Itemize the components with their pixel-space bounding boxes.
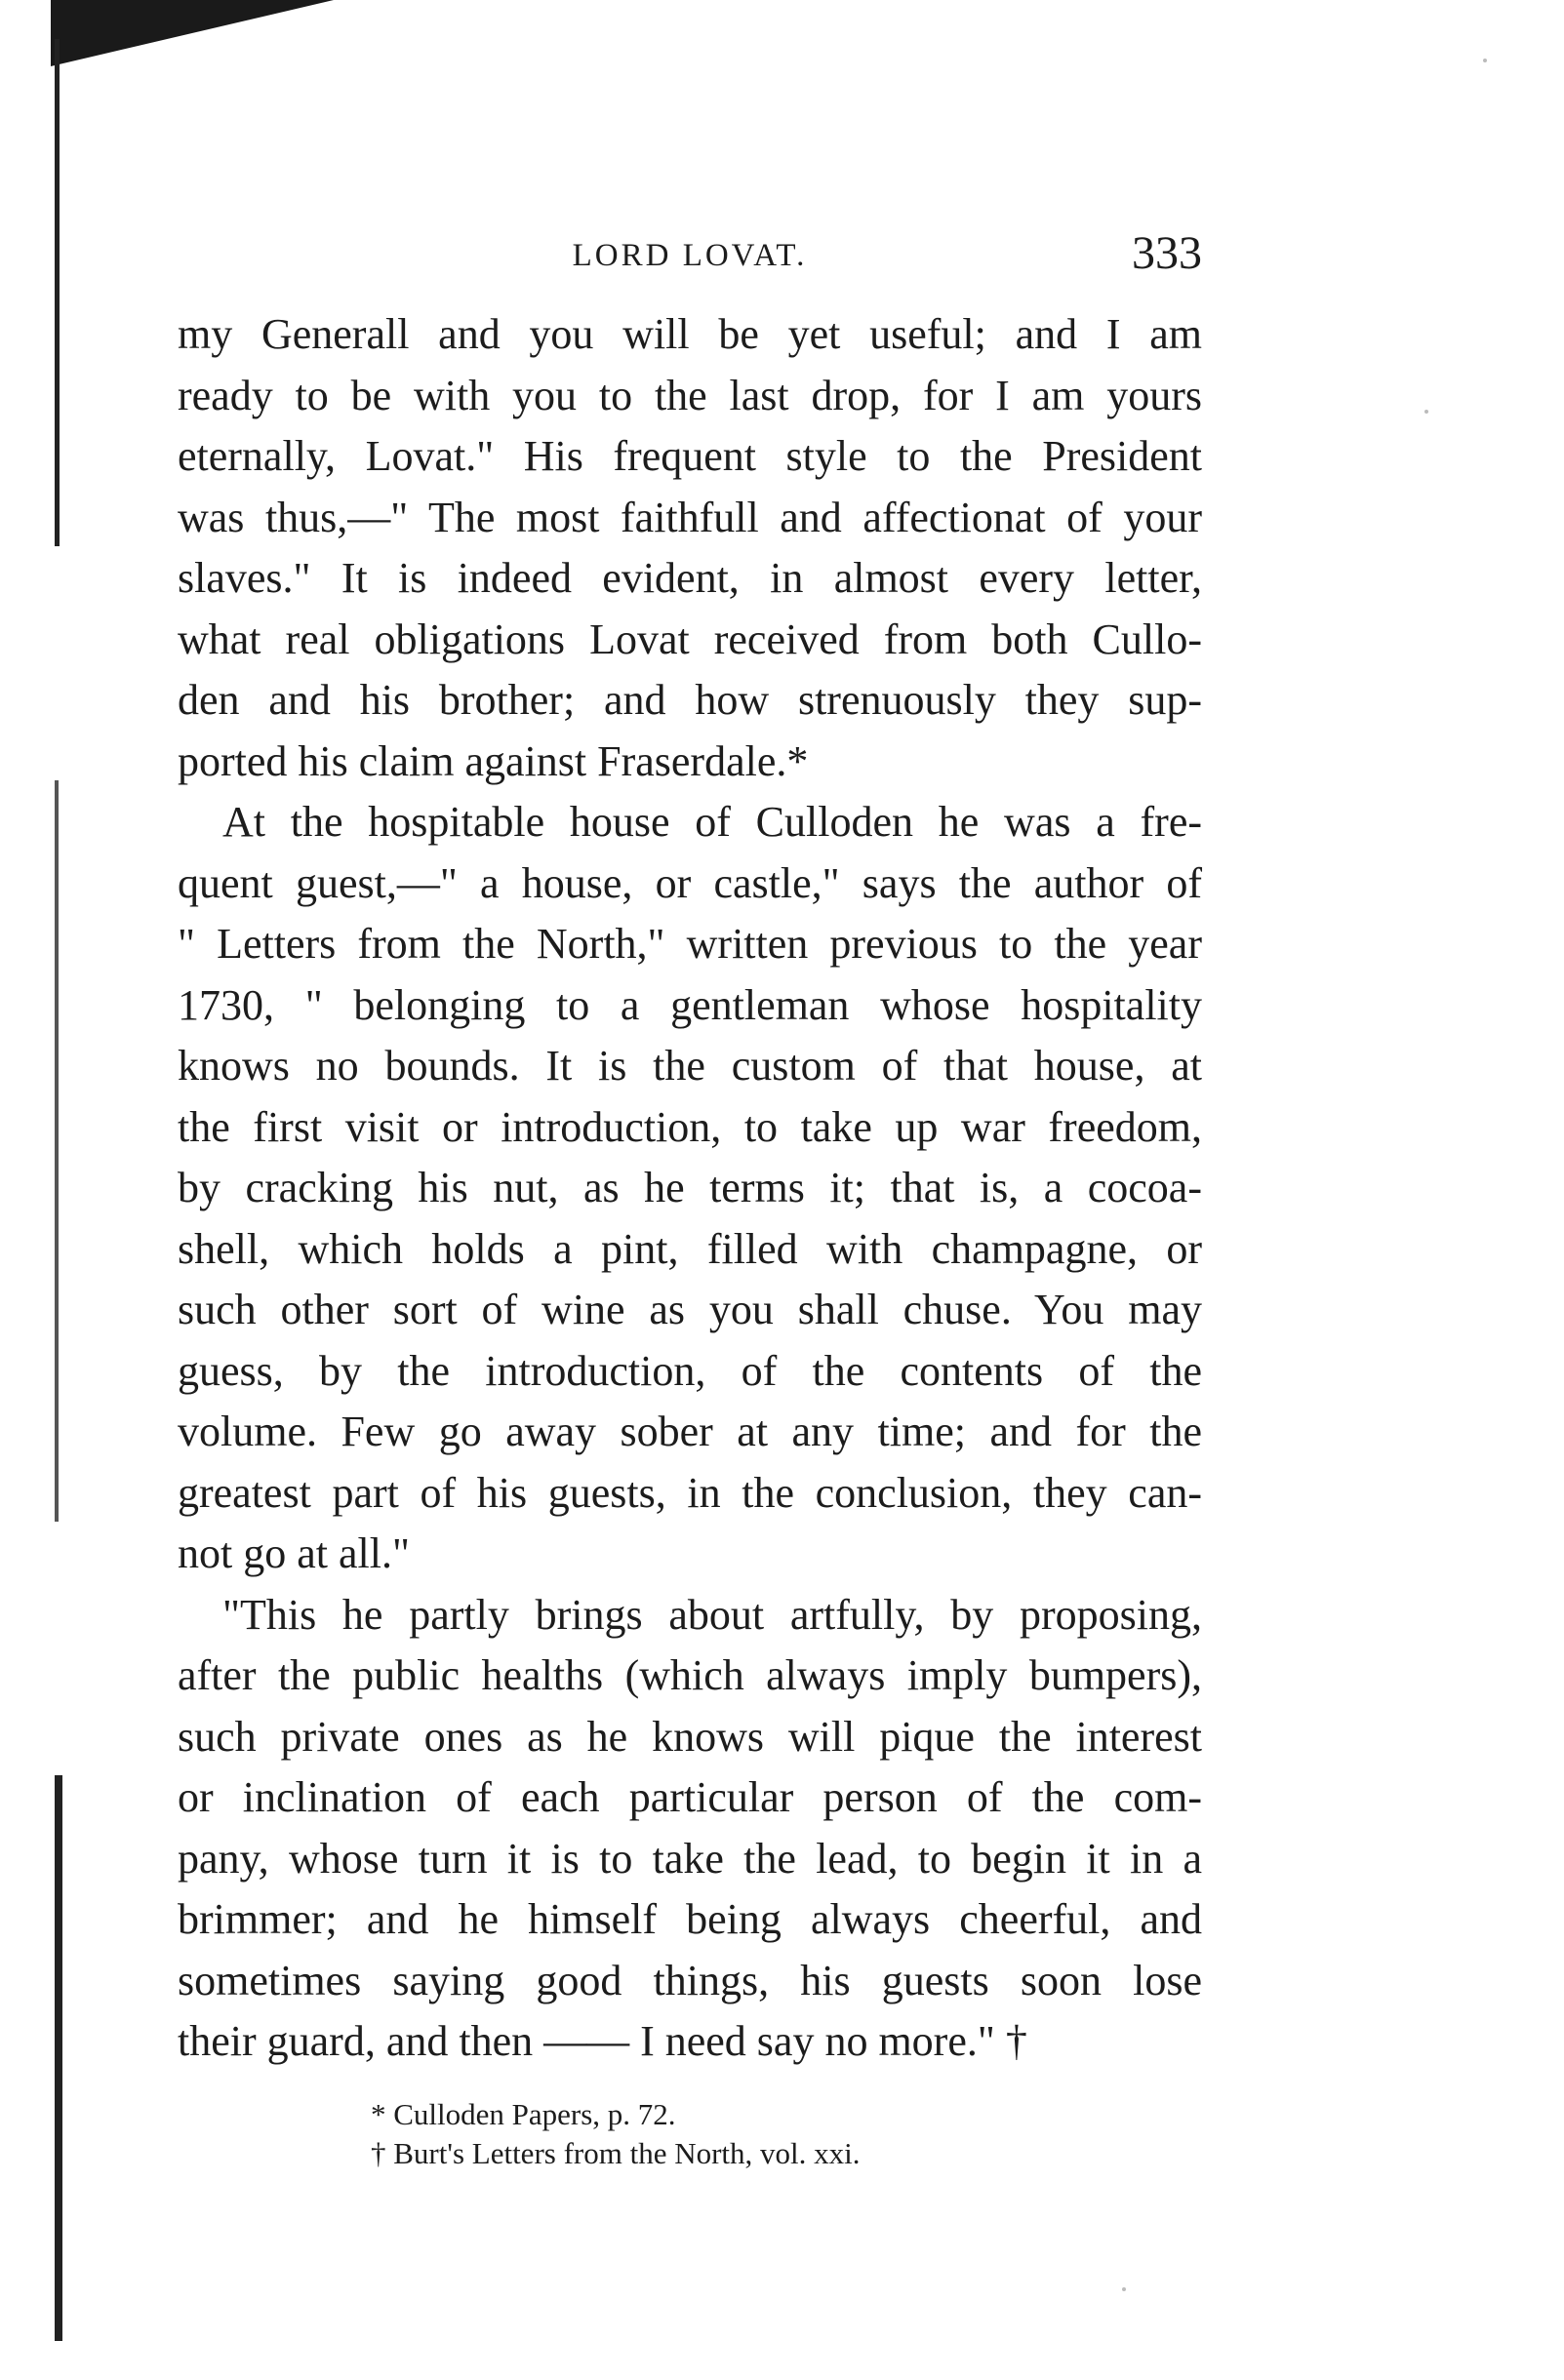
- footnote: * Culloden Papers, p. 72.: [371, 2097, 676, 2131]
- text-line: 1730, " belonging to a gentleman whose hospitality: [178, 980, 1202, 1029]
- running-title: LORD LOVAT.: [572, 238, 808, 273]
- text-line: knows no bounds. It is the custom of that house, at: [178, 1042, 1202, 1090]
- text-line: ready to be with you to the last drop, for I am yours: [178, 371, 1202, 419]
- text-line: brimmer; and he himself being always cheerful, and: [178, 1895, 1202, 1943]
- text-line: greatest part of his guests, in the conclusion, they can-: [178, 1468, 1202, 1517]
- text-line: pany, whose turn it is to take the lead, to begin it in a: [178, 1834, 1202, 1883]
- binding-shadow-mark: [51, 0, 334, 66]
- page-number: 333: [1132, 227, 1202, 279]
- text-line: not go at all.": [178, 1529, 410, 1577]
- text-line: what real obligations Lovat received from both Cullo-: [178, 615, 1202, 663]
- text-line: "This he partly brings about artfully, by proposing,: [222, 1590, 1202, 1639]
- page-edge-line-bottom: [55, 1775, 62, 2341]
- text-line: slaves." It is indeed evident, in almost every letter,: [178, 554, 1202, 602]
- text-line: At the hospitable house of Culloden he was a fre-: [222, 798, 1202, 846]
- text-line: guess, by the introduction, of the contents of the: [178, 1346, 1202, 1395]
- text-line: den and his brother; and how strenuously they sup-: [178, 676, 1202, 724]
- text-line: shell, which holds a pint, filled with champagne, or: [178, 1224, 1202, 1273]
- text-line: or inclination of each particular person of the com-: [178, 1773, 1202, 1821]
- text-line: my Generall and you will be yet useful; and I am: [178, 310, 1202, 358]
- text-line: ported his claim against Fraserdale.*: [178, 736, 809, 785]
- footnote: † Burt's Letters from the North, vol. xxi.: [371, 2136, 861, 2170]
- running-head: [178, 226, 1202, 285]
- page-edge-line-middle: [55, 780, 59, 1522]
- text-line: such private ones as he knows will pique the interest: [178, 1712, 1202, 1761]
- text-line: their guard, and then —— I need say no more." †: [178, 2017, 1027, 2065]
- text-line: quent guest,—" a house, or castle," says the author of: [178, 858, 1202, 907]
- scan-speck: [1483, 59, 1487, 62]
- text-line: sometimes saying good things, his guests soon lose: [178, 1956, 1202, 2004]
- page-edge-line-top: [55, 39, 60, 546]
- text-line: volume. Few go away sober at any time; and for the: [178, 1408, 1202, 1455]
- text-line: such other sort of wine as you shall chuse. You may: [178, 1286, 1202, 1333]
- text-line: " Letters from the North," written previous to the year: [178, 920, 1202, 968]
- text-line: the first visit or introduction, to take up war freedom,: [178, 1102, 1202, 1151]
- text-line: eternally, Lovat." His frequent style to the President: [178, 432, 1202, 480]
- text-line: was thus,—" The most faithfull and affectionat of your: [178, 493, 1202, 541]
- scan-speck: [1424, 410, 1428, 414]
- footnotes: [371, 2095, 1054, 2173]
- text-line: by cracking his nut, as he terms it; that is, a cocoa-: [178, 1164, 1202, 1211]
- text-line: after the public healths (which always imply bumpers),: [178, 1651, 1202, 1699]
- scan-speck: [1122, 2287, 1126, 2291]
- body-text: [178, 304, 1202, 2073]
